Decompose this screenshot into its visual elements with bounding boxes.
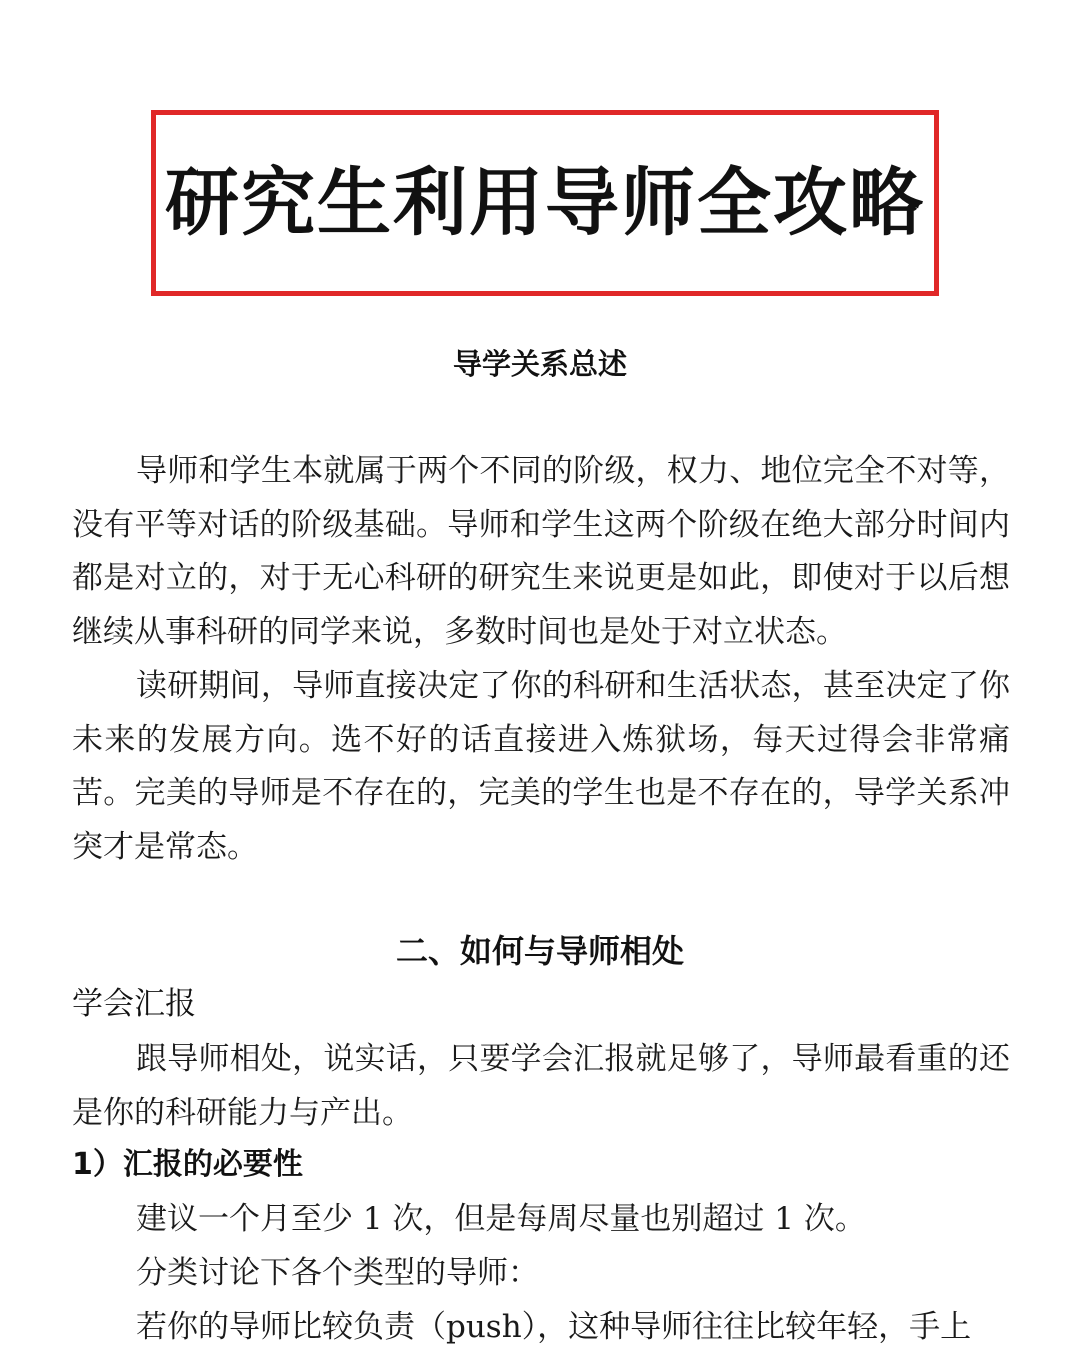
paragraph-overview-2: 读研期间，导师直接决定了你的科研和生活状态，甚至决定了你未来的发展方向。选不好的话直接进入炼狱场，每天过得会非常痛苦。完美的导师是不存在的，完美的学生也是不存在的，导学关系冲突才是常态。 [72, 668, 1010, 865]
document-title: 研究生利用导师全攻略 [165, 160, 925, 246]
subsection-heading-necessity: 1）汇报的必要性 [72, 1147, 303, 1182]
paragraph-frequency: 建议一个月至少 1 次，但是每周尽量也别超过 1 次。 [136, 1201, 866, 1237]
paragraph-advisor-types: 分类讨论下各个类型的导师： [136, 1255, 539, 1291]
paragraph-overview-1: 导师和学生本就属于两个不同的阶级，权力、地位完全不对等，没有平等对话的阶级基础。导师和学生这两个阶级在绝大部分时间内都是对立的，对于无心科研的研究生来说更是如此，即使对于以后想继续从事科研的同学来说，多数时间也是处于对立状态。 [72, 453, 1010, 650]
subsection-heading-report: 学会汇报 [72, 986, 196, 1022]
overview-heading: 导学关系总述 [452, 347, 627, 381]
title-box [151, 110, 939, 296]
paragraph-report: 跟导师相处，说实话，只要学会汇报就足够了，导师最看重的还是你的科研能力与产出。 [72, 1041, 1010, 1131]
paragraph-push-advisor: 若你的导师比较负责（push），这种导师往往比较年轻，手上 [136, 1309, 972, 1345]
section-heading-how-to-get-along: 二、如何与导师相处 [395, 932, 684, 970]
